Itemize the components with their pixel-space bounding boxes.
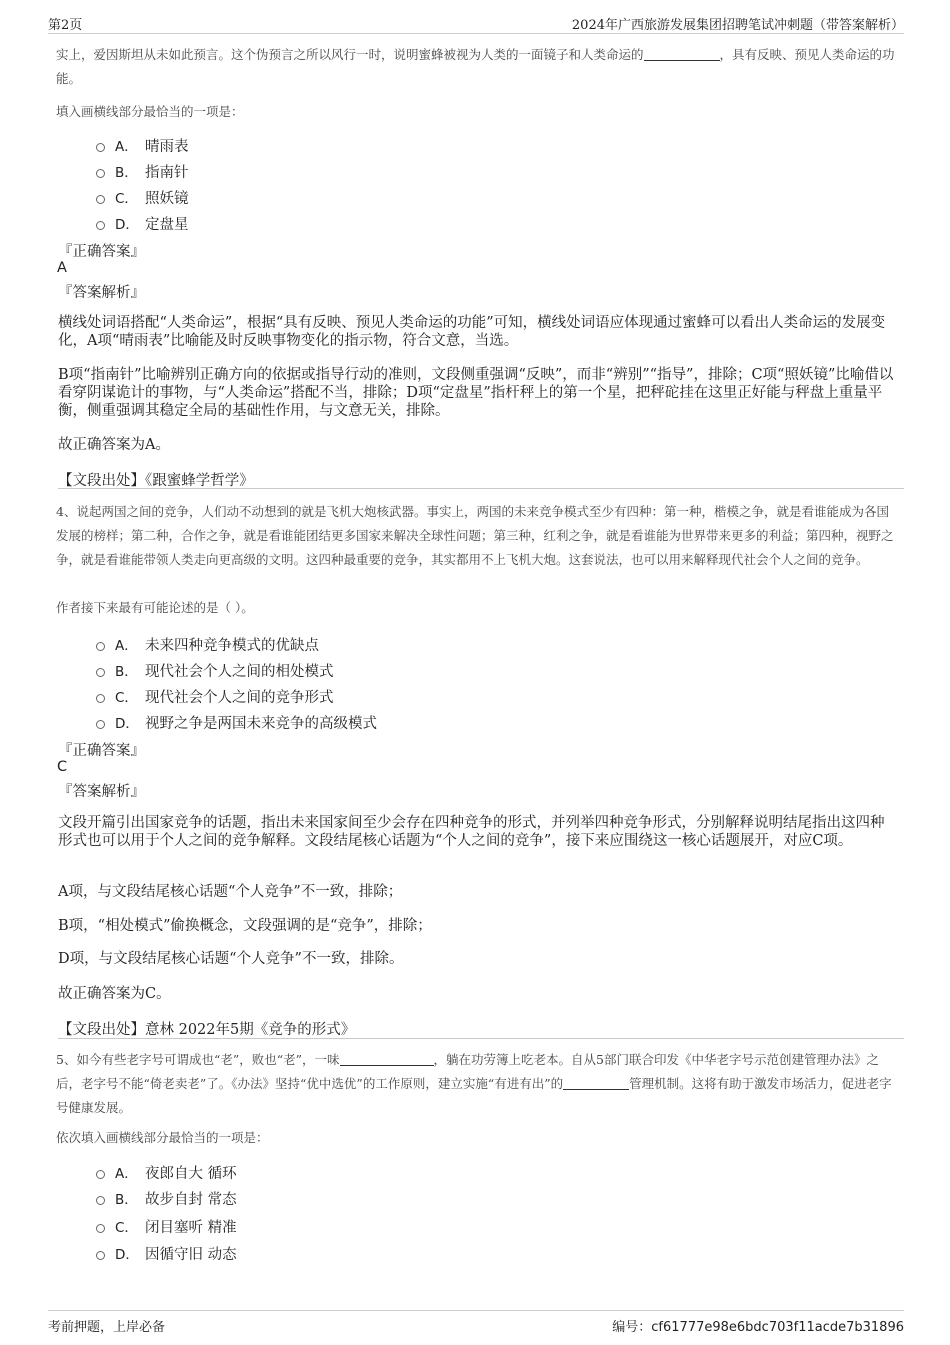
explanation-paragraph: 故正确答案为A。 (58, 437, 170, 453)
answer-analysis-label: 『答案解析』 (58, 784, 145, 800)
question-3-option-b[interactable]: B． 指南针 (96, 161, 189, 181)
question-3-option-d[interactable]: D． 定盘星 (96, 213, 189, 233)
question-3-text: 实上，爱因斯坦从未如此预言。这个伪预言之所以风行一时，说明蜜蜂被视为人类的一面镜子和人类命运的 ，具有反映、预见人类命运的功能。 (56, 47, 895, 86)
radio-icon[interactable] (96, 169, 105, 178)
footer-slogan: 考前押题，上岸必备 (48, 1320, 166, 1335)
header-divider (48, 33, 904, 34)
radio-icon[interactable] (96, 720, 105, 729)
question-3-prompt: 填入画横线部分最恰当的一项是： (56, 104, 244, 119)
correct-answer-label: 『正确答案』 (58, 244, 145, 260)
question-4-option-c[interactable]: C． 现代社会个人之间的竞争形式 (96, 686, 334, 706)
question-4-prompt: 作者接下来最有可能论述的是（ ）。 (56, 600, 254, 615)
correct-answer-label: 『正确答案』 (58, 743, 145, 759)
source-citation: 【文段出处】意林 2022年5期《竞争的形式》 (58, 1022, 356, 1038)
radio-icon[interactable] (96, 1196, 105, 1205)
explanation-paragraph: B项“指南针”比喻辨别正确方向的依据或指导行动的准则，文段侧重强调“反映”，而非“辨别”“指导”，排除；C项“照妖镜”比喻借以看穿阴谋诡计的事物，与“人类命运”搭配不当，排除；D项“定盘星”指杆秤上的第一个星，把秤砣挂在这里正好能与秤盘上重量平衡，侧重强调其稳定全局的基础性作用，与文意无关，排除。 (58, 367, 894, 419)
radio-icon[interactable] (96, 221, 105, 230)
question-5-text: 5、如今有些老字号可谓成也“老”，败也“老”，一味 ，躺在功劳簿上吃老本。自从5部门联合印发《中华老字号示范创建管理办法》之后，老字号不能“倚老卖老”了。《办法》坚持“优中选优”的工作原则，建立实施“有进有出”的 管理机制。这将有助于激发市场活力，促进老字号健康发展。 (56, 1052, 892, 1115)
correct-answer-value: A (57, 260, 67, 276)
blank-line (563, 1076, 629, 1090)
radio-icon[interactable] (96, 668, 105, 677)
question-3-option-c[interactable]: C． 照妖镜 (96, 187, 189, 207)
document-code: 编号：cf61777e98e6bdc703f11acde7b31896 (612, 1320, 904, 1335)
question-5-option-b[interactable]: B． 故步自封 常态 (96, 1188, 237, 1208)
radio-icon[interactable] (96, 1170, 105, 1179)
page-header (48, 14, 904, 34)
explanation-paragraph: 故正确答案为C。 (58, 986, 171, 1002)
radio-icon[interactable] (96, 143, 105, 152)
question-5-prompt: 依次填入画横线部分最恰当的一项是： (56, 1130, 269, 1145)
section-divider (58, 1038, 904, 1039)
question-4-option-b[interactable]: B． 现代社会个人之间的相处模式 (96, 660, 334, 680)
answer-analysis-label: 『答案解析』 (58, 285, 145, 301)
explanation-paragraph: 横线处词语搭配“人类命运”，根据“具有反映、预见人类命运的功能”可知，横线处词语应体现通过蜜蜂可以看出人类命运的发展变化，A项“晴雨表”比喻能及时反映事物变化的指示物，符合文意，当选。 (58, 315, 886, 349)
explanation-paragraph: 文段开篇引出国家竞争的话题，指出未来国家间至少会存在四种竞争的形式，并列举四种竞争形式，分别解释说明结尾指出这四种形式也可以用于个人之间的竞争解释。文段结尾核心话题为“个人之间的竞争”，接下来应围绕这一核心话题展开，对应C项。 (58, 815, 885, 849)
radio-icon[interactable] (96, 1251, 105, 1260)
explanation-paragraph: A项，与文段结尾核心话题“个人竞争”不一致，排除； (58, 884, 403, 900)
question-4-option-a[interactable]: A． 未来四种竞争模式的优缺点 (96, 634, 319, 654)
explanation-paragraph: B项，“相处模式”偷换概念，文段强调的是“竞争”，排除； (58, 918, 432, 934)
radio-icon[interactable] (96, 694, 105, 703)
blank-line (340, 1052, 434, 1066)
question-4-text: 4、说起两国之间的竞争，人们动不动想到的就是飞机大炮核武器。事实上，两国的未来竞争模式至少有四种：第一种，楷模之争，就是看谁能成为各国发展的榜样；第二种，合作之争，就是看谁能团结更多国家来解决全球性问题；第三种，红利之争，就是看谁能为世界带来更多的利益；第四种，视野之争，就是看谁能带领人类走向更高级的文明。这四种最重要的竞争，其实都用不上飞机大炮。这套说法，也可以用来解释现代社会个人之间的竞争。 (56, 504, 894, 567)
explanation-paragraph: D项，与文段结尾核心话题“个人竞争”不一致，排除。 (58, 951, 404, 967)
page-number: 第2页 (48, 18, 83, 33)
question-4-option-d[interactable]: D． 视野之争是两国未来竞争的高级模式 (96, 712, 377, 732)
radio-icon[interactable] (96, 642, 105, 651)
question-3-option-a[interactable]: A． 晴雨表 (96, 135, 189, 155)
source-citation: 【文段出处】《跟蜜蜂学哲学》 (58, 473, 254, 489)
correct-answer-value: C (57, 759, 68, 775)
question-5-option-a[interactable]: A． 夜郎自大 循环 (96, 1162, 237, 1182)
radio-icon[interactable] (96, 1224, 105, 1233)
page-footer (48, 1310, 904, 1334)
blank-line (644, 47, 720, 61)
question-5-option-d[interactable]: D． 因循守旧 动态 (96, 1243, 237, 1263)
section-divider (58, 488, 904, 489)
radio-icon[interactable] (96, 195, 105, 204)
question-5-option-c[interactable]: C． 闭目塞听 精准 (96, 1216, 237, 1236)
document-title: 2024年广西旅游发展集团招聘笔试冲刺题（带答案解析） (571, 18, 904, 33)
